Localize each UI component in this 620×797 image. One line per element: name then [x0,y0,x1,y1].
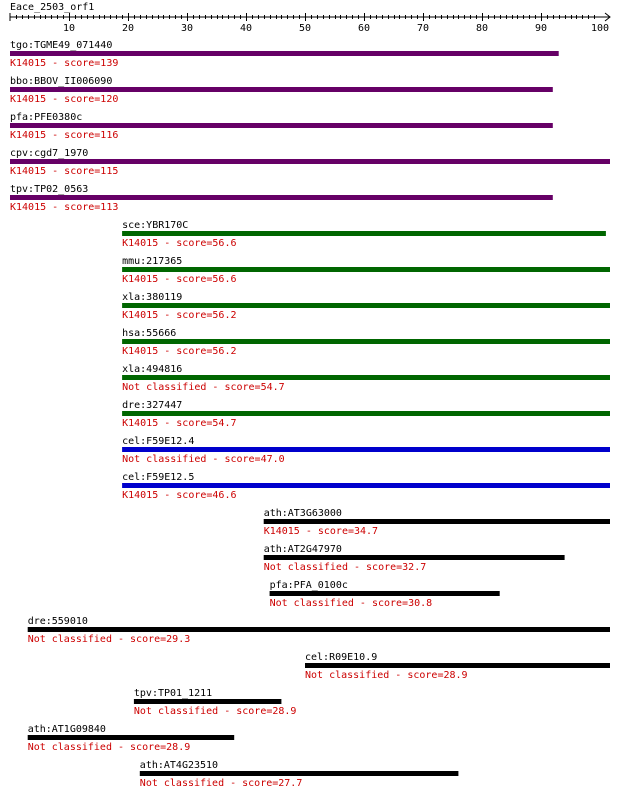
hit-row [10,184,553,213]
axis-tick-label: 20 [121,23,135,34]
hit-name: tpv:TP02_0563 [10,184,89,195]
hit-bar [122,447,610,452]
hit-bar [10,159,610,164]
axis-tick-label: 80 [475,23,489,34]
hit-row [122,220,606,249]
hit-name: dre:559010 [27,616,88,627]
axis-tick-label: 60 [357,23,371,34]
hit-score: K14015 - score=56.6 [122,274,237,285]
hit-bar [122,375,610,380]
axis-tick-label: 50 [298,23,312,34]
hit-score: Not classified - score=54.7 [122,382,285,393]
hit-bar [122,303,610,308]
axis-tick-label: 70 [416,23,430,34]
hit-row [28,616,610,645]
hit-name: mmu:217365 [122,256,183,267]
hit-bar [28,735,235,740]
hit-score: K14015 - score=56.2 [122,346,237,357]
axis-tick-label: 30 [180,23,194,34]
axis-tick-label: 40 [239,23,253,34]
hit-row [122,400,610,429]
hit-name: dre:327447 [122,400,183,411]
hit-name: cpv:cgd7_1970 [10,148,89,159]
hit-name: xla:494816 [122,364,183,375]
hit-bar [122,267,610,272]
hit-name: ath:AT3G63000 [263,508,342,519]
hit-bar [270,591,500,596]
hit-score: K14015 - score=139 [10,58,119,69]
hit-bar [122,231,606,236]
hit-row [10,148,610,177]
hit-bar [134,699,282,704]
hit-row [305,652,610,681]
hit-bar [122,339,610,344]
hit-name: ath:AT2G47970 [263,544,342,555]
hit-row [264,544,565,573]
hit-score: Not classified - score=47.0 [122,454,285,465]
hit-row [10,40,559,69]
hit-row [122,472,610,501]
hit-name: hsa:55666 [122,328,177,339]
hit-score: Not classified - score=27.7 [139,778,303,789]
hit-bar [305,663,610,668]
hit-row [10,76,553,105]
hit-score: K14015 - score=116 [10,130,119,141]
axis-tick-label: 90 [534,23,548,34]
hit-score: K14015 - score=56.2 [122,310,237,321]
hit-name: cel:F59E12.4 [122,436,195,447]
hit-score: K14015 - score=113 [10,202,119,213]
hit-name: pfa:PFE0380c [10,112,83,123]
hit-row [122,364,610,393]
hit-bar [10,195,553,200]
hit-row [10,112,553,141]
hit-bar [10,87,553,92]
hit-bar [10,51,559,56]
hit-name: bbo:BBOV_II006090 [10,76,113,87]
hit-bar [264,555,565,560]
hit-bar [28,627,610,632]
hit-bar [122,411,610,416]
hit-bar [122,483,610,488]
hit-score: Not classified - score=28.9 [133,706,297,717]
hit-name: tgo:TGME49_071440 [10,40,113,51]
hit-name: ath:AT1G09840 [27,724,106,735]
hit-score: Not classified - score=30.8 [269,598,433,609]
hit-score: K14015 - score=54.7 [122,418,237,429]
position-axis [10,13,610,34]
hit-score: Not classified - score=29.3 [27,634,191,645]
query-title: Eace_2503_orf1 [10,2,95,13]
hit-score: K14015 - score=56.6 [122,238,237,249]
hit-score: Not classified - score=32.7 [263,562,427,573]
hit-row [122,256,610,285]
axis-tick-label: 10 [62,23,76,34]
hit-score: K14015 - score=115 [10,166,119,177]
hit-score: Not classified - score=28.9 [27,742,191,753]
hit-name: cel:F59E12.5 [122,472,195,483]
hit-name: pfa:PFA_0100c [269,580,348,591]
hit-bar [10,123,553,128]
hit-row [140,760,459,789]
hit-name: ath:AT4G23510 [139,760,219,771]
hit-score: K14015 - score=46.6 [122,490,237,501]
hit-name: sce:YBR170C [122,220,189,231]
hit-row [270,580,500,609]
hit-row [264,508,610,537]
hit-name: cel:R09E10.9 [305,652,378,663]
hit-row [122,436,610,465]
hit-name: tpv:TP01_1211 [133,688,213,699]
hit-row [28,724,235,753]
hit-row [134,688,297,717]
hit-row [122,328,610,357]
hit-score: Not classified - score=28.9 [305,670,468,681]
axis-tick-label: 100 [590,23,610,34]
hit-score: K14015 - score=34.7 [263,526,379,537]
hit-list [10,40,610,789]
hit-bar [264,519,610,524]
hit-score: K14015 - score=120 [10,94,119,105]
hit-row [122,292,610,321]
hit-bar [140,771,459,776]
hit-name: xla:380119 [122,292,183,303]
